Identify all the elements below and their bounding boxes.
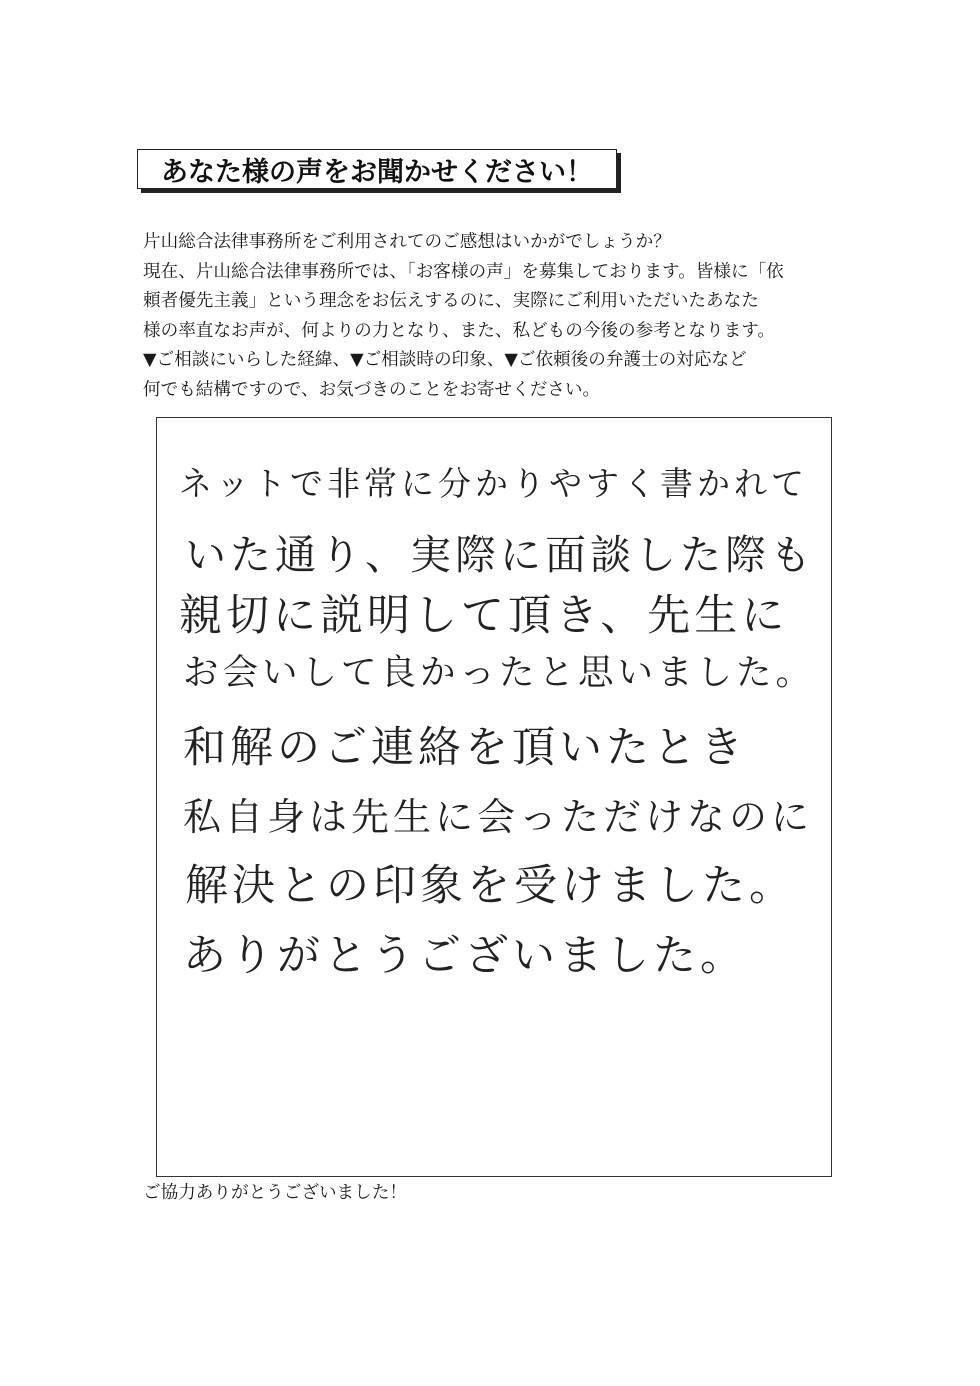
intro-line: 現在、片山総合法律事務所では、「お客様の声」を募集しております。皆様に「依: [143, 261, 784, 282]
handwritten-answer-box: [156, 417, 832, 1177]
handwritten-line: ネットで非常に分かりやすく書かれて: [179, 464, 808, 503]
handwritten-line: 解決との印象を受けました。: [185, 861, 796, 911]
intro-line: 様の率直なお声が、何よりの力となり、また、私どもの今後の参考となります。: [143, 320, 775, 341]
intro-line: 片山総合法律事務所をご利用されてのご感想はいかがでしょうか？: [143, 232, 671, 252]
form-title: あなた様の声をお聞かせください！: [161, 156, 593, 188]
title-banner: [137, 149, 617, 189]
intro-line: 頼者優先主義」という理念をお伝えするのに、実際にご利用いただいたあなた: [143, 291, 759, 311]
intro-line: 何でも結構ですので、お気づきのことをお寄せください。: [143, 379, 601, 400]
handwritten-line: いた通り、実際に面談した際も: [185, 531, 815, 579]
handwritten-line: 和解のご連絡を頂いたとき: [183, 723, 747, 773]
handwritten-line: お会いして良かったと思いました。: [183, 652, 816, 693]
intro-paragraph: [143, 228, 843, 405]
intro-line: ▼ご相談にいらした経緯、▼ご相談時の印象、▼ご依頼後の弁護士の対応など: [143, 350, 747, 370]
handwritten-line: 親切に説明して頂き、先生に: [179, 591, 789, 641]
handwritten-line: 私自身は先生に会っただけなのに: [183, 795, 814, 839]
closing-thanks: ご協力ありがとうございました！: [143, 1183, 407, 1203]
handwritten-line: ありがとうございました。: [183, 931, 747, 981]
